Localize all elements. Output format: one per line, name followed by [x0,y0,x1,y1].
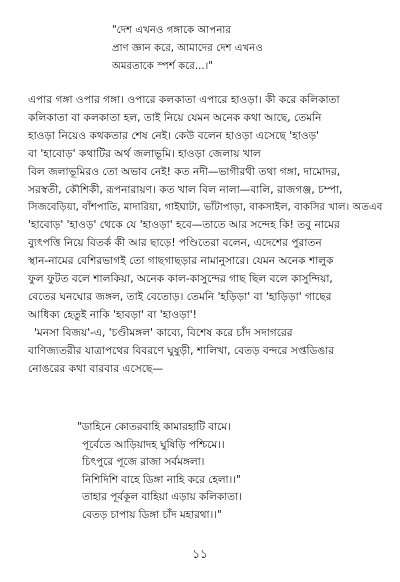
text-line: ব্যুৎপত্তি নিয়ে বিতর্ক কী আর ছাড়ে! পণ্ডিতেরা বলেন, এদেশের পুরাতন [28,237,322,250]
epigraph-line: "দেশ এখনও গঙ্গাকে আপনার [112,25,231,36]
verse-line: নিশিদিশি বাহে ডিঙ্গা নাহি করে হেলা।।" [82,473,241,486]
text-line: কলিকাতা বা কলকাতা হল, তাই নিয়ে যেমন অনেক কথা আছে, তেমনি [28,111,322,124]
verse-quote [77,419,377,525]
text-line: ফুল ফুটত বলে শালকিয়া, অনেক কাল-কাসুন্দের গাছ ছিল বলে কাসুন্দিয়া, [28,273,333,286]
epigraph-quote [112,22,382,76]
text-line: বাণিজ্যতরীর যাত্রাপথের বিবরণে ঘুষুড়ী, শালিখা, বেতড় বন্দরে সপ্তডিঙার [28,344,335,357]
verse-line: "ডাহিনে কোতরবাহি কামারহাটি বামে। [77,421,231,433]
text-line: বা 'হাবোড়' কথাটির অর্থ জলাভূমি। হাওড়া জেলায় খাল [28,147,261,160]
text-line: নোঙরের কথা বারবার এসেছে— [28,362,163,375]
text-line: আধিক্য হেতুই নাকি 'হাবড়া' বা 'হাওড়া'! [28,308,197,321]
text-line: স্থান-নামের বেশিরভাগই তো গাছগাছড়ার নামানুসারে। যেমন অনেক শালুক [28,255,334,268]
text-line: বিল জলাভূমিরও তো অভাব নেই! কত নদী—ভাগীরথী তথা গঙ্গা, দামোদর, [28,165,341,178]
text-line: সিজবেড়িয়া, বাঁশপাতি, মাদারিয়া, গাইঘাটা, ভাঁটাপাড়া, বাকসাইল, বাকসির খাল। অতএব [28,202,383,214]
text-line: 'হাবোড়' 'হাওড়' থেকে যে 'হাওড়া' হবে—তাতে আর সন্দেহ কি! তবু নামের [28,219,340,232]
body-text [28,92,382,379]
text-line: 'মনসা বিজয়'-এ, 'চণ্ডীমঙ্গল' কাব্যে, বিশেষ করে চাঁদ সদাগরের [34,326,293,339]
text-line: সরস্বতী, কৌশিকী, রূপনারায়ণ। কত খাল বিল নালা—বালি, রাজগঞ্জ, চম্পা, [28,183,343,196]
page-number: ১১ [192,547,208,561]
verse-line: তাহার পূর্বকূল বাহিয়া এড়ায় কলিকাতা। [82,491,242,504]
verse-line: চিৎপুরে পূজে রাজা সর্বমঙ্গলা। [82,456,205,469]
text-line: হাওড়া নিয়েও কথকতার শেষ নেই। কেউ বলেন হাওড়া এসেছে 'হাওড়' [28,129,320,142]
epigraph-line: প্রাণ জ্ঞান করে, আমাদের দেশ এখনও [112,43,263,54]
verse-line: বেতড় চাপায় ডিঙ্গা চাঁদ মহারথা।।" [82,508,222,521]
verse-line: পূর্বেতে আড়িয়াদহ ঘুষিড়ি পশ্চিমে।। [82,438,225,451]
text-line: এপার গঙ্গা ওপার গঙ্গা। ওপারে কলকাতা এপারে হাওড়া। কী করে কলিকাতা [28,94,340,106]
text-line: বেতের ঘনঘোর জঙ্গল, তাই বেতোড়। তেমনি 'হড়িড়া' বা 'হাড়িড়া' গাছের [28,290,332,303]
epigraph-line: অমরতাকে স্পর্শ করে...।" [112,61,213,72]
